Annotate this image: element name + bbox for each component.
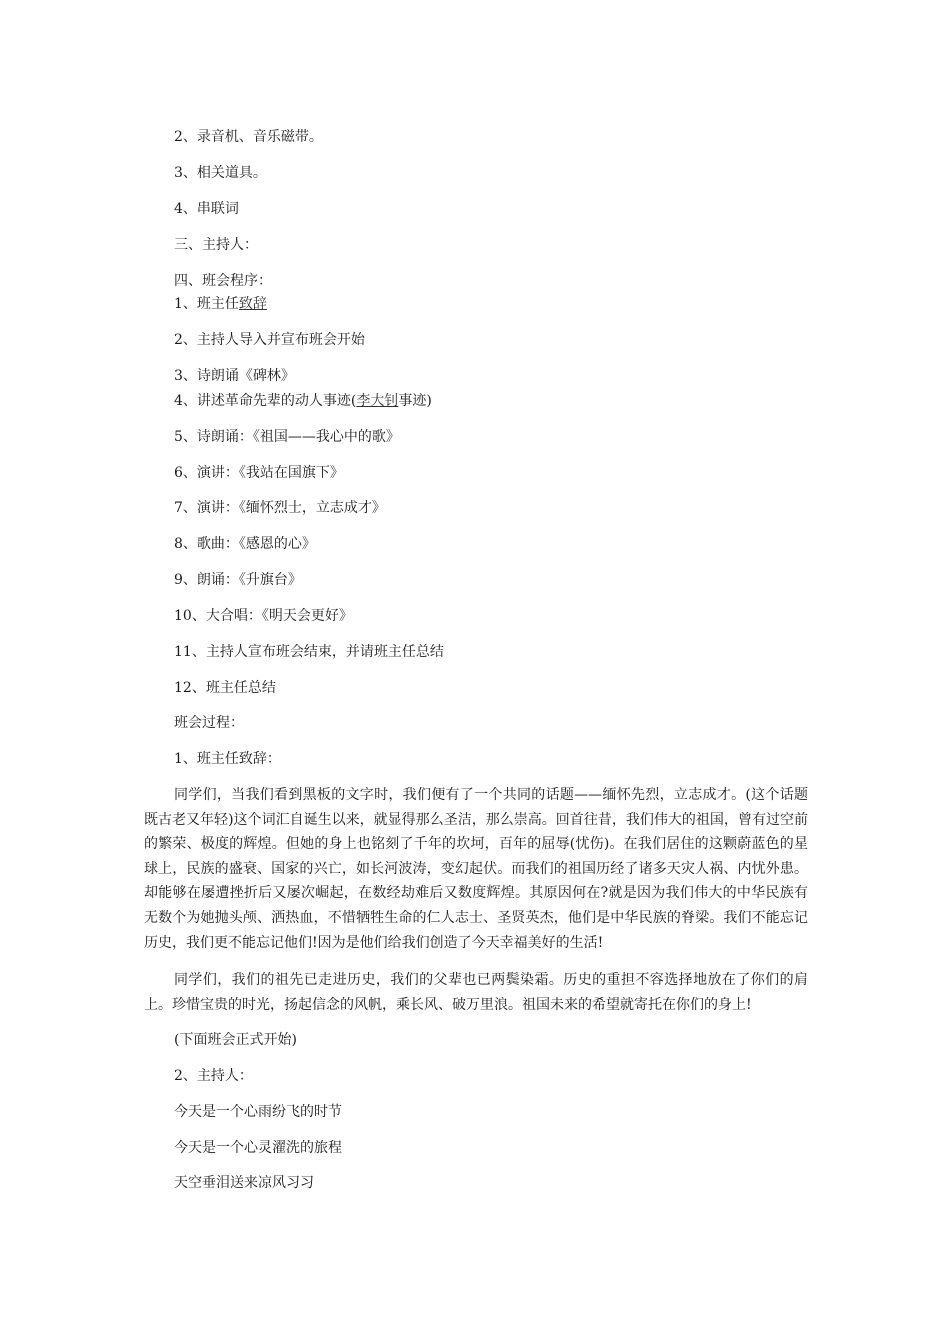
speech-link[interactable]: 致辞 xyxy=(238,296,267,312)
prep-item-3: 3、相关道具。 xyxy=(174,165,267,181)
start-note: (下面班会正式开始) xyxy=(174,1032,297,1048)
program-item-11: 11、主持人宣布班会结束，并请班主任总结 xyxy=(174,644,444,660)
speech-paragraph-1: 同学们，当我们看到黑板的文字时，我们便有了一个共同的话题——缅怀先烈，立志成才。(这个话题既古老又年轻)这个词汇自诞生以来，就显得那么圣洁，那么崇高。回首往昔，我们伟大的祖国，曾有过空前的繁荣、极度的辉煌。但她的身上也铭刻了千年的坎坷，百年的屈辱(忧伤)。在我们居住的这颗蔚蓝色的星球上，民族的盛衰、国家的兴亡，如长河波涛，变幻起伏。而我们的祖国历经了诸多天灾人祸、内忧外患。却能够在屡遭挫折后又屡次崛起，在数经劫难后又数度辉煌。其原因何在?就是因为我们伟大的中华民族有无数个为她抛头颅、洒热血，不惜牺牲生命的仁人志士、圣贤英杰，他们是中华民族的脊梁。我们不能忘记历史，我们更不能忘记他们!因为是他们给我们创造了今天幸福美好的生活! xyxy=(144,787,808,951)
step-1-heading: 1、班主任致辞： xyxy=(174,751,281,767)
program-item-6: 6、演讲：《我站在国旗下》 xyxy=(174,465,344,481)
program-item-8: 8、歌曲：《感恩的心》 xyxy=(174,536,316,552)
program-item-4 xyxy=(174,391,432,411)
program-item-10: 10、大合唱：《明天会更好》 xyxy=(174,608,353,624)
host-line-1: 今天是一个心雨纷飞的时节 xyxy=(174,1104,342,1120)
program-item-3: 3、诗朗诵《碑林》 xyxy=(174,368,295,384)
host-line-2: 今天是一个心灵濯洗的旅程 xyxy=(174,1140,342,1156)
step-2-heading: 2、主持人： xyxy=(174,1068,253,1084)
program-item-12: 12、班主任总结 xyxy=(174,680,276,696)
prep-item-4: 4、串联词 xyxy=(174,201,239,217)
program-item-5: 5、诗朗诵：《祖国——我心中的歌》 xyxy=(174,429,400,445)
program-item-1 xyxy=(174,294,267,314)
program-item-9: 9、朗诵：《升旗台》 xyxy=(174,572,302,588)
li-dazhao-link[interactable]: 李大钊 xyxy=(356,393,399,409)
prep-item-2: 2、录音机、音乐磁带。 xyxy=(174,129,323,145)
host-line-3: 天空垂泪送来凉风习习 xyxy=(174,1175,314,1191)
program-item-4-suffix: 事迹) xyxy=(398,393,432,409)
section-host-heading: 三、主持人： xyxy=(174,237,258,253)
program-item-2: 2、主持人导入并宣布班会开始 xyxy=(174,332,365,348)
program-item-7: 7、演讲：《缅怀烈士，立志成才》 xyxy=(174,500,386,516)
program-item-4-prefix: 4、讲述革命先辈的动人事迹( xyxy=(174,393,357,409)
section-program-heading: 四、班会程序： xyxy=(174,273,272,289)
process-heading: 班会过程： xyxy=(174,715,244,731)
program-item-1-text: 1、班主任 xyxy=(174,296,239,312)
speech-paragraph-2: 同学们，我们的祖先已走进历史，我们的父辈也已两鬓染霜。历史的重担不容选择地放在了你们的肩上。珍惜宝贵的时光，扬起信念的风帆，乘长风、破万里浪。祖国未来的希望就寄托在你们的身上! xyxy=(144,972,808,1013)
